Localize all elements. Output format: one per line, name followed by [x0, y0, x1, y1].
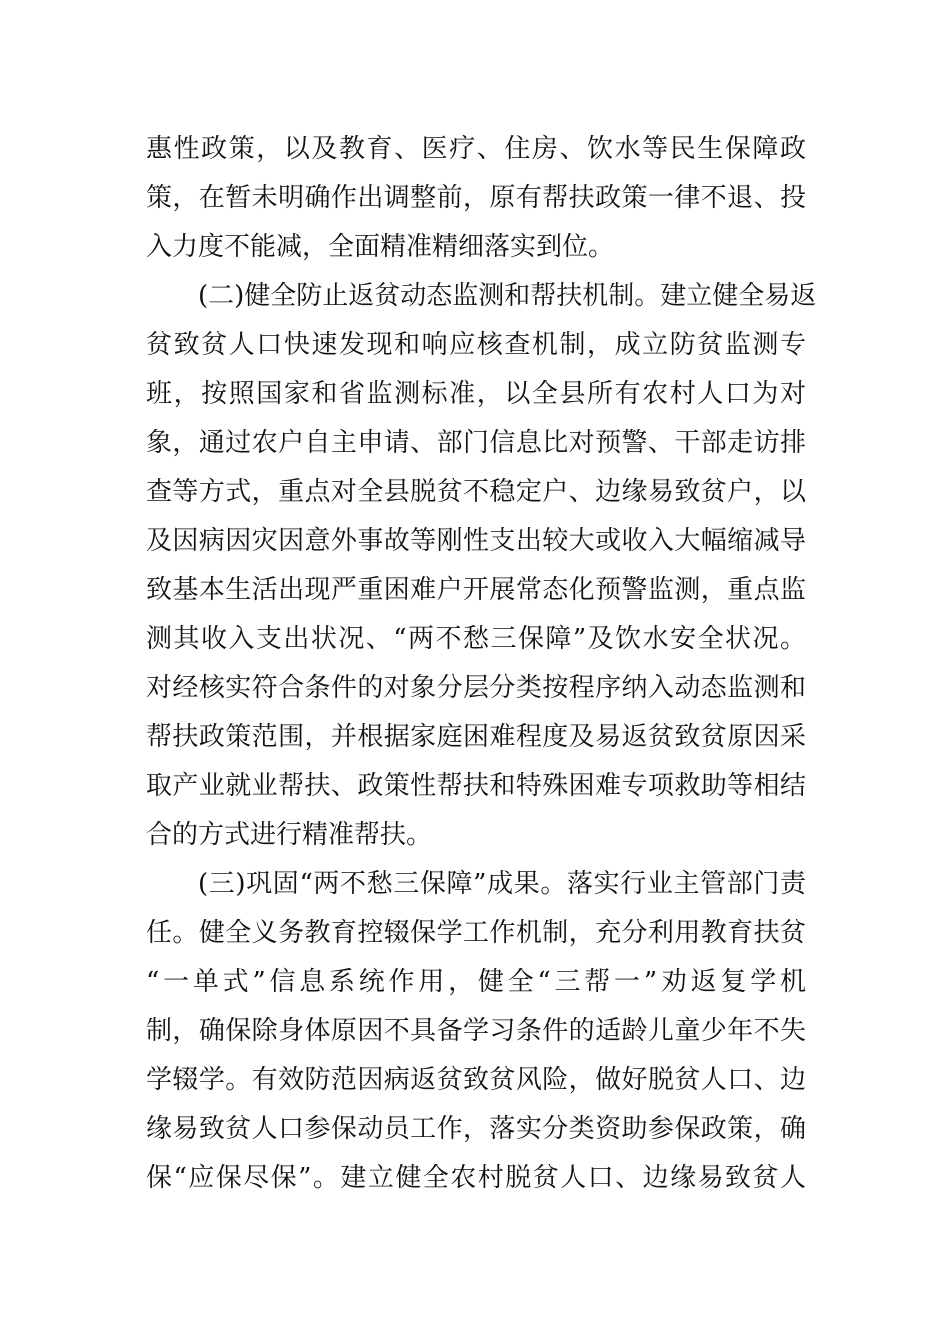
- section-heading-line: (二)健全防止返贫动态监测和帮扶机制。建立健全易返: [198, 281, 817, 311]
- text-line: 及因病因灾因意外事故等刚性支出较大或收入大幅缩减导: [146, 526, 806, 556]
- text-line: 策，在暂未明确作出调整前，原有帮扶政策一律不退、投: [146, 183, 806, 213]
- text-line: 学辍学。有效防范因病返贫致贫风险，做好脱贫人口、边: [146, 1065, 806, 1095]
- text-line: 对经核实符合条件的对象分层分类按程序纳入动态监测和: [146, 673, 806, 703]
- text-line: 缘易致贫人口参保动员工作，落实分类资助参保政策，确: [146, 1114, 806, 1144]
- text-line: 入力度不能减，全面精准精细落实到位。: [146, 232, 615, 262]
- text-line: 合的方式进行精准帮扶。: [146, 820, 433, 850]
- text-line: “一单式”信息系统作用，健全“三帮一”劝返复学机: [146, 967, 806, 997]
- document-body: [146, 125, 817, 1203]
- text-line: 制，确保除身体原因不具备学习条件的适龄儿童少年不失: [146, 1016, 806, 1046]
- text-line: 查等方式，重点对全县脱贫不稳定户、边缘易致贫户，以: [146, 477, 806, 507]
- text-line: 任。健全义务教育控辍保学工作机制，充分利用教育扶贫: [146, 918, 806, 948]
- section-heading-line: (三)巩固“两不愁三保障”成果。落实行业主管部门责: [198, 869, 806, 899]
- text-line: 致基本生活出现严重困难户开展常态化预警监测，重点监: [146, 575, 806, 605]
- text-line: 帮扶政策范围，并根据家庭困难程度及易返贫致贫原因采: [146, 722, 806, 752]
- text-line: 班，按照国家和省监测标准，以全县所有农村人口为对: [146, 379, 806, 409]
- text-line: 保“应保尽保”。建立健全农村脱贫人口、边缘易致贫人: [146, 1163, 806, 1193]
- text-line: 测其收入支出状况、“两不愁三保障”及饮水安全状况。: [146, 624, 806, 654]
- text-line: 贫致贫人口快速发现和响应核查机制，成立防贫监测专: [146, 330, 806, 360]
- text-line: 象，通过农户自主申请、部门信息比对预警、干部走访排: [146, 428, 806, 458]
- text-line: 取产业就业帮扶、政策性帮扶和特殊困难专项救助等相结: [146, 771, 806, 801]
- text-line: 惠性政策，以及教育、医疗、住房、饮水等民生保障政: [146, 134, 806, 164]
